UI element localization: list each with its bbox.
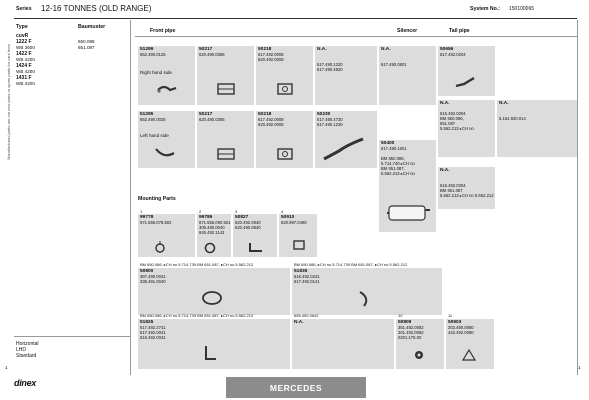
part-number: N.A. <box>440 101 450 106</box>
part-number: N.A. <box>440 168 450 173</box>
orientation-standard: Standard <box>16 353 37 359</box>
section-mounting-parts: Mounting Parts <box>138 196 176 202</box>
type-label: Type <box>16 24 28 30</box>
series-label: Series <box>16 6 32 12</box>
part-refs: 302.490.0080 442.492.0080 <box>448 325 474 335</box>
part-refs: 671.555.090.501 305.490.0040 845.492.1143 <box>199 220 231 235</box>
part-refs: 617.490.1320 617.490.4820 <box>317 61 343 72</box>
type-item: WB 4200 <box>16 81 35 86</box>
orientation-info <box>16 341 39 359</box>
part-cell-51295[interactable] <box>138 111 195 168</box>
part-number: 50218 <box>258 47 272 52</box>
header-rule <box>14 18 577 19</box>
part-number: 50809 <box>398 320 412 325</box>
part-number: 50217 <box>199 47 213 52</box>
part-cell-50217-l[interactable] <box>197 111 254 168</box>
type-item: 1431 F <box>16 75 32 81</box>
mount-condition-8: 655.490.0642 <box>294 313 319 318</box>
mount-cell-99778[interactable] <box>138 214 195 257</box>
mount-cell-50800[interactable] <box>138 268 290 315</box>
part-number: 50800 <box>140 269 154 274</box>
part-refs: 6.154.920.014 <box>499 115 526 121</box>
type-item: 1424 F <box>16 63 32 69</box>
right-border <box>577 20 578 375</box>
series-title: 12-16 TONNES (OLD RANGE) <box>41 4 152 13</box>
mount-index: 11 <box>448 313 453 318</box>
vertical-disclaimer: Manufactured parts are not new parts or spare parts for cars from <box>6 44 11 160</box>
part-cell-50218[interactable] <box>256 46 313 105</box>
orientation-horizontal: Horizontal <box>16 341 39 347</box>
part-refs: 620.492.0840 620.490.0840 <box>235 220 261 230</box>
part-cell-silencer-na[interactable] <box>379 46 436 105</box>
part-cell-tail-na-a[interactable] <box>438 100 495 157</box>
part-number: 50400 <box>381 141 395 146</box>
part-cell-50400[interactable] <box>379 140 436 232</box>
part-number: N.A. <box>317 47 327 52</box>
part-refs: 616.492.0304 BM 651.087 5.562.213 ▸CH no 5.562.212 <box>440 182 494 198</box>
type-item: 1422 F <box>16 51 32 57</box>
part-refs: 616.492.0241 617.492.0141 <box>294 274 320 284</box>
part-refs: 617.490.0801 <box>381 61 407 67</box>
part-number: N.A. <box>381 47 391 52</box>
mount-condition-5: BM 650.086, ▸CH no 5.714.739 BM 651.087, ▸CH no 5.562.212 <box>140 262 254 267</box>
part-number: N.A. <box>499 101 509 106</box>
part-cell-50656[interactable] <box>438 46 495 96</box>
part-number: 99789 <box>199 215 213 220</box>
clamp-ring-icon <box>201 242 219 254</box>
section-front-pipe: Front pipe <box>150 28 176 34</box>
part-number: 50903 <box>448 320 462 325</box>
part-refs: 617.492.2741 617.492.0041 616.492.0041 <box>140 325 166 340</box>
mount-condition-7: BM 650.086, ▸CH no 5.714.739 BM 651.087, ▸CH no 5.562.212 <box>140 313 254 318</box>
row-label-right: Right hand side <box>140 70 172 75</box>
part-refs: 351.492.0082 301.492.0082 0201.175.00 <box>398 325 424 340</box>
pipe-icon <box>154 145 178 161</box>
system-label: System No.: <box>470 6 500 12</box>
type-item: cuvR <box>16 33 29 39</box>
baumuster-item: 651.087 <box>78 45 95 50</box>
part-number: 50910 <box>281 215 295 220</box>
part-refs: 617.492.0204 <box>440 52 466 57</box>
part-number: 51295 <box>140 112 154 117</box>
part-number: 50656 <box>440 47 454 52</box>
nut-icon <box>412 349 426 361</box>
type-item: 1222 F <box>16 39 32 45</box>
washer-icon <box>462 349 476 361</box>
support-icon <box>202 343 220 363</box>
part-number: 99778 <box>140 215 154 220</box>
part-refs: 620.490.0365 <box>199 117 225 122</box>
orientation-lhd: LHD <box>16 347 27 353</box>
mount-cell-99789[interactable] <box>197 214 231 257</box>
clamp-band-icon <box>200 288 224 308</box>
mount-condition-6: BM 650.086, ▸CH no 5.714.739 BM 651.087, ▸CH no 5.562.212 <box>294 262 408 267</box>
part-number: 51299 <box>140 47 154 52</box>
part-number: 51826 <box>140 320 154 325</box>
mount-index: 3 <box>235 209 238 214</box>
part-cell-51299[interactable] <box>138 46 195 105</box>
page-number: 1 <box>578 365 581 370</box>
mount-cell-50809[interactable] <box>396 319 444 369</box>
dinex-logo: dinex <box>14 378 37 388</box>
part-refs: 652.490.0125 <box>140 52 166 57</box>
section-tail-pipe: Tail pipe <box>449 28 470 34</box>
part-cell-50230[interactable] <box>315 111 377 168</box>
pipe-icon <box>156 82 178 96</box>
mount-index: 10 <box>398 313 403 318</box>
part-refs: 617.490.4730 617.490.1230 <box>317 117 343 127</box>
part-refs: 617.492.0008 620.492.0008 <box>258 52 284 62</box>
long-pipe-icon <box>321 135 367 163</box>
tail-pipe-icon <box>454 74 478 90</box>
baumuster-label: Baumuster <box>78 24 106 30</box>
part-cell-tail-na-b[interactable] <box>497 100 577 157</box>
column-divider <box>130 20 131 375</box>
clamp-icon <box>215 80 237 98</box>
clamp-icon <box>215 145 237 163</box>
part-number: 50218 <box>258 112 272 117</box>
part-number: 50217 <box>199 112 213 117</box>
part-number: 50230 <box>317 112 331 117</box>
section-rule <box>135 36 577 37</box>
bolt-icon <box>152 240 168 254</box>
silencer-icon <box>385 200 431 226</box>
mount-index: 2 <box>199 209 202 214</box>
type-list <box>16 33 35 87</box>
type-item: WB 4200 <box>16 57 35 62</box>
section-silencer: Silencer <box>397 28 418 34</box>
part-cell-tail-na-c[interactable] <box>438 167 495 209</box>
part-refs: 620.997.0490 <box>281 220 307 225</box>
mount-cell-na-8[interactable] <box>292 319 394 369</box>
type-item: WB 4200 <box>16 69 35 74</box>
part-refs: 671.555.078.502 <box>140 220 172 225</box>
part-refs: 387.490.0041 335.491.0040 <box>140 274 166 284</box>
mount-cell-50827[interactable] <box>233 214 277 257</box>
flange-icon <box>274 145 296 163</box>
mount-index: 1 <box>140 209 143 214</box>
brand-label: MERCEDES <box>269 383 323 393</box>
system-number: 150100065 <box>509 5 535 12</box>
mount-cell-51826[interactable] <box>138 319 290 369</box>
part-refs: 620.490.0365 <box>199 52 225 57</box>
part-number: N.A. <box>294 320 304 325</box>
mount-index: 4 <box>281 209 284 214</box>
flange-icon <box>274 80 296 98</box>
hanger-icon <box>291 238 307 252</box>
part-cell-50218-l[interactable] <box>256 111 313 168</box>
row-label-left: Left hand side <box>140 133 169 138</box>
part-refs: 617.490.1601 BM 650.086, 5.714.740 ▸CH no BM 651.087, 5.562.213 ▸CH no <box>381 146 415 176</box>
bracket-strap-icon <box>356 288 374 310</box>
mount-cell-51835[interactable] <box>292 268 442 315</box>
bracket-icon <box>247 240 265 254</box>
part-cell-50217[interactable] <box>197 46 254 105</box>
type-item: WB 3600 <box>16 45 35 50</box>
baumuster-list <box>78 39 95 51</box>
mount-cell-50903[interactable] <box>446 319 494 369</box>
left-rule <box>14 336 130 337</box>
part-cell-na-r1[interactable] <box>315 46 377 105</box>
part-number: 51835 <box>294 269 308 274</box>
part-number: 50827 <box>235 215 249 220</box>
part-refs: 615.492.0204 BM 650.086, 651.087 5.562.213 ▸CH no <box>440 110 474 131</box>
part-refs: 617.492.0008 620.492.0008 <box>258 117 284 127</box>
mount-cell-50910[interactable] <box>279 214 317 257</box>
brand-footer <box>226 377 366 398</box>
baumuster-item: 650.088 <box>78 39 95 44</box>
part-refs: 652.490.0025 <box>140 117 166 122</box>
left-page-marker: 1 <box>5 365 8 370</box>
